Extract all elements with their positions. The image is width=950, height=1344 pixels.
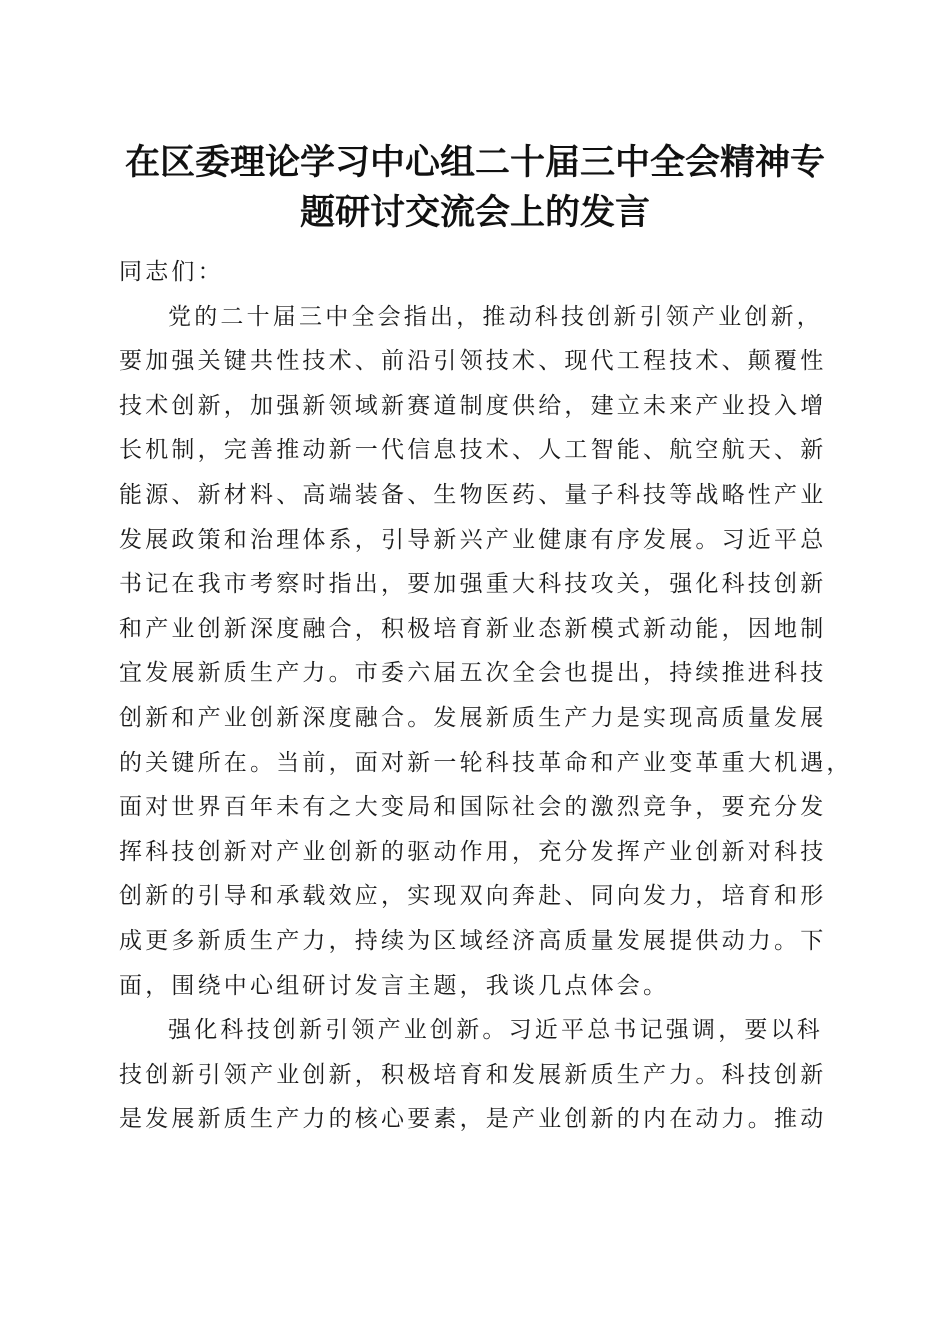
paragraph-line: 和产业创新深度融合，积极培育新业态新模式新动能，因地制	[119, 615, 827, 642]
title-line: 在区委理论学习中心组二十届三中全会精神专	[124, 142, 825, 183]
paragraph-line: 是发展新质生产力的核心要素，是产业创新的内在动力。推动	[119, 1106, 827, 1133]
paragraph-line: 成更多新质生产力，持续为区域经济高质量发展提供动力。下	[119, 927, 827, 954]
paragraph-line: 强化科技创新引领产业创新。习近平总书记强调，要以科	[168, 1017, 823, 1044]
paragraph-line: 技创新引领产业创新，积极培育和发展新质生产力。科技创新	[119, 1061, 827, 1088]
paragraph-line: 创新和产业创新深度融合。发展新质生产力是实现高质量发展	[119, 704, 827, 731]
document-title	[100, 138, 850, 238]
paragraph-1	[119, 295, 853, 1009]
paragraph-2	[119, 1008, 831, 1142]
salutation: 同志们：	[119, 259, 224, 285]
paragraph-line: 长机制，完善推动新一代信息技术、人工智能、航空航天、新	[119, 437, 827, 464]
paragraph-line: 的关键所在。当前，面对新一轮科技革命和产业变革重大机遇，	[119, 749, 853, 776]
paragraph-line: 宜发展新质生产力。市委六届五次全会也提出，持续推进科技	[119, 660, 827, 687]
paragraph-line: 要加强关键共性技术、前沿引领技术、现代工程技术、颠覆性	[119, 348, 827, 375]
paragraph-line: 书记在我市考察时指出，要加强重大科技攻关，强化科技创新	[119, 571, 827, 598]
document-body	[119, 250, 853, 1142]
paragraph-line: 面，围绕中心组研讨发言主题，我谈几点体会。	[119, 972, 670, 999]
title-line: 题研讨交流会上的发言	[299, 192, 650, 233]
paragraph-line: 技术创新，加强新领域新赛道制度供给，建立未来产业投入增	[119, 392, 827, 419]
paragraph-line: 创新的引导和承载效应，实现双向奔赴、同向发力，培育和形	[119, 883, 827, 910]
paragraph-line: 挥科技创新对产业创新的驱动作用，充分发挥产业创新对科技	[119, 838, 827, 865]
paragraph-line: 发展政策和治理体系，引导新兴产业健康有序发展。习近平总	[119, 526, 827, 553]
paragraph-line: 面对世界百年未有之大变局和国际社会的激烈竞争，要充分发	[119, 794, 827, 821]
paragraph-line: 党的二十届三中全会指出，推动科技创新引领产业创新，	[168, 303, 823, 330]
paragraph-line: 能源、新材料、高端装备、生物医药、量子科技等战略性产业	[119, 481, 827, 508]
